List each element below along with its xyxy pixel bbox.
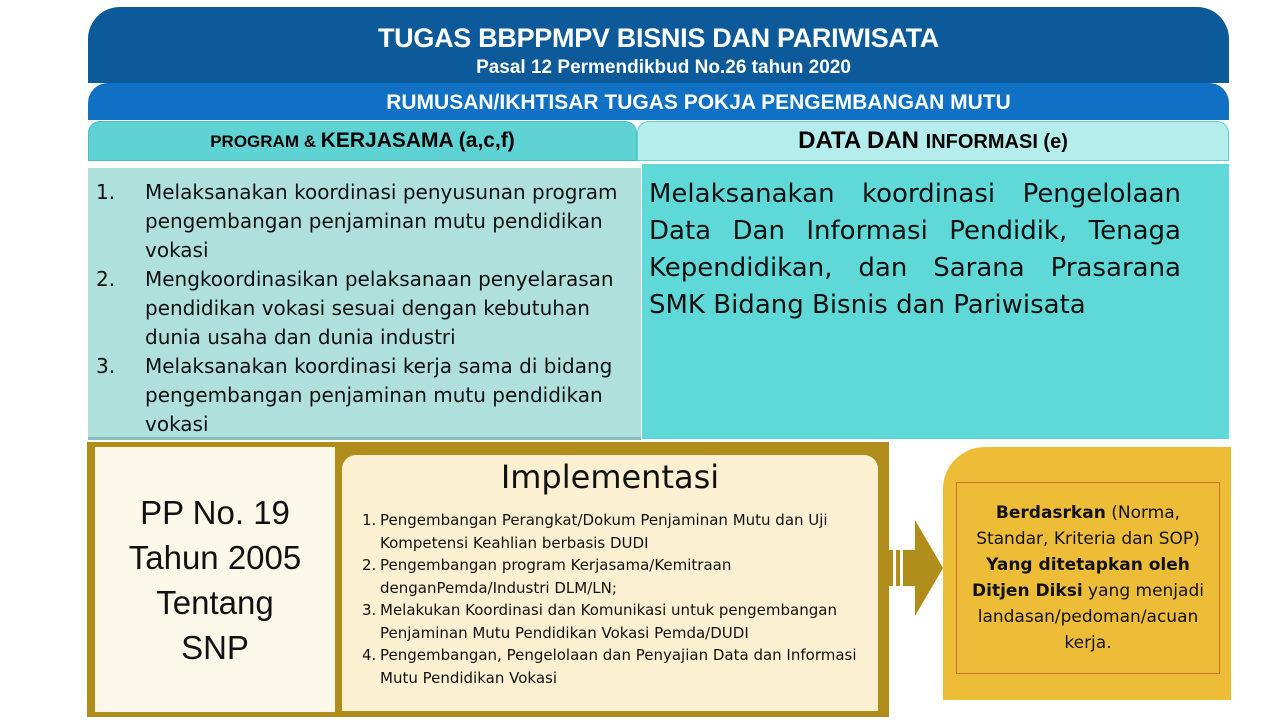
regulation-line: Tahun 2005 — [128, 538, 302, 576]
basis-bold-2: Yang ditetapkan oleh Ditjen Diksi — [972, 555, 1190, 601]
implementasi-title: Implementasi — [500, 458, 720, 496]
right-arrow-icon — [889, 520, 943, 616]
list-item-number: 4. — [362, 646, 377, 664]
tab-program-label-part1: PROGRAM & — [210, 132, 321, 151]
tab-data-label-part1: DATA DAN — [798, 127, 926, 154]
regulation-line: Tentang — [156, 583, 274, 621]
list-item-text: Melaksanakan koordinasi penyusunan program pengembangan penjaminan mutu pendidikan vokasi — [145, 180, 618, 262]
list-item-number: 2. — [362, 556, 377, 574]
program-list — [96, 178, 621, 439]
tab-program-kerjasama — [88, 121, 637, 161]
list-item-number: 3. — [96, 354, 116, 378]
section-banner: RUMUSAN/IKHTISAR TUGAS POKJA PENGEMBANGAN MUTU — [88, 83, 1229, 120]
list-item-text: Mengkoordinasikan pelaksanaan penyelarasan pendidikan vokasi sesuai dengan kebutuhan dunia usaha dan dunia industri — [145, 267, 614, 349]
page-title: TUGAS BBPPMPV BISNIS DAN PARIWISATA — [377, 23, 940, 53]
list-item-text: Pengembangan, Pengelolaan dan Penyajian Data dan Informasi Mutu Pendidikan Vokasi — [380, 646, 857, 687]
list-item — [362, 554, 862, 599]
list-item — [96, 178, 621, 265]
list-item-text: Pengembangan Perangkat/Dokum Penjaminan Mutu dan Uji Kompetensi Keahlian berbasis DUDI — [380, 511, 828, 552]
basis-text-box — [956, 482, 1220, 674]
list-item-number: 1. — [362, 511, 377, 529]
regulation-box — [95, 447, 335, 712]
tab-data-label-part2: INFORMASI (e) — [925, 131, 1068, 153]
tab-program-label-part2: KERJASAMA (a,c,f) — [320, 129, 515, 152]
list-item — [362, 644, 862, 689]
tab-data-informasi — [637, 121, 1229, 161]
basis-bold-1: Berdasrkan — [995, 503, 1106, 523]
title-banner — [88, 7, 1229, 83]
implementasi-list — [362, 509, 862, 689]
program-panel — [88, 168, 641, 440]
basis-text-2: yang menjadi landasan/pedoman/acuan kerja. — [977, 581, 1204, 653]
data-informasi-panel: Melaksanakan koordinasi Pengelolaan Data Dan Informasi Pendidik, Tenaga Kependidikan, dan Sarana Prasarana SMK Bidang Bisnis dan Pariwisata — [642, 164, 1229, 439]
regulation-line: PP No. 19 — [140, 493, 290, 531]
list-item — [96, 265, 621, 352]
list-item — [362, 599, 862, 644]
page-subtitle: Pasal 12 Permendikbud No.26 tahun 2020 — [476, 57, 851, 78]
regulation-line: SNP — [181, 628, 249, 666]
list-item-text: Pengembangan program Kerjasama/Kemitraan denganPemda/Industri DLM/LN; — [380, 556, 732, 597]
list-item-text: Melakukan Koordinasi dan Komunikasi untuk pengembangan Penjaminan Mutu Pendidikan Vokasi Pemda/DUDI — [380, 601, 837, 642]
basis-text — [963, 500, 1213, 656]
list-item-text: Melaksanakan koordinasi kerja sama di bidang pengembangan penjaminan mutu pendidikan vokasi — [145, 354, 613, 436]
list-item — [362, 509, 862, 554]
implementasi-box — [342, 455, 878, 711]
list-item-number: 2. — [96, 267, 116, 291]
list-item — [96, 352, 621, 439]
basis-text-1: (Norma, Standar, Kriteria dan SOP) — [976, 503, 1200, 549]
list-item-number: 3. — [362, 601, 377, 619]
list-item-number: 1. — [96, 180, 116, 204]
